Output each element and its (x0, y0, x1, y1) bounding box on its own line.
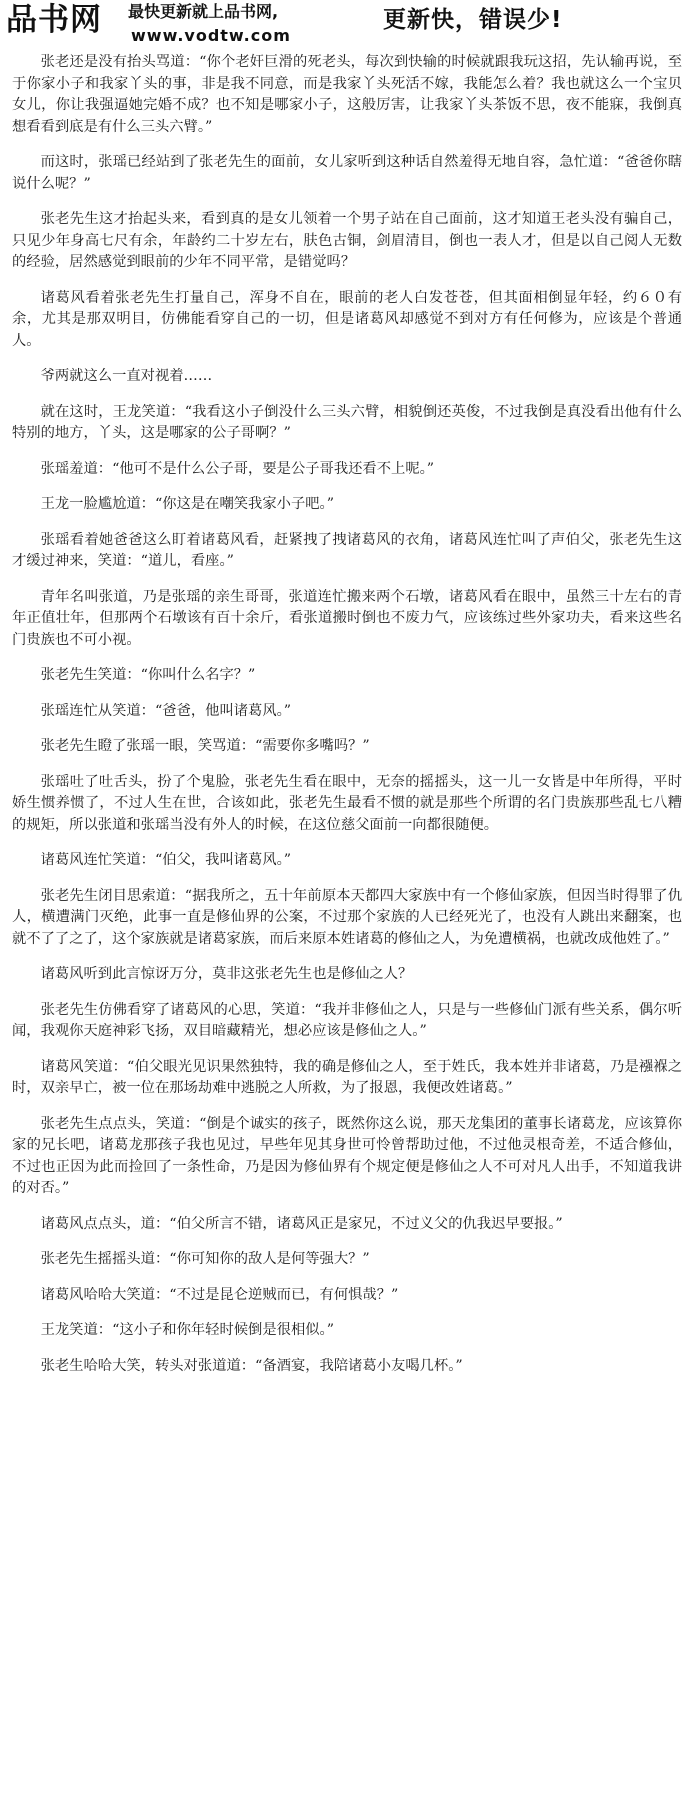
paragraph: 诸葛风笑道：“伯父眼光见识果然独特，我的确是修仙之人，至于姓氏，我本姓并非诸葛，乃是襁褓之时，双亲早亡，被一位在那场劫难中逃脱之人所救，为了报恩，我便改姓诸葛。” (12, 1058, 682, 1096)
paragraph: 张瑶看着她爸爸这么盯着诸葛风看，赶紧拽了拽诸葛风的衣角，诸葛风连忙叫了声伯父，张老先生这才缓过神来，笑道：“道儿，看座。” (12, 531, 682, 569)
paragraph: 王龙笑道：“这小子和你年轻时候倒是很相似。” (40, 1322, 334, 1338)
paragraph: 诸葛风连忙笑道：“伯父，我叫诸葛风。” (40, 852, 292, 868)
paragraph: 青年名叫张道，乃是张瑶的亲生哥哥，张道连忙搬来两个石墩，诸葛风看在眼中，虽然三十左右的青年正值壮年，但那两个石墩该有百十余斤，看张道搬时倒也不废力气，应该练过些外家功夫，看来这些名门贵族也不可小视。 (12, 588, 682, 648)
paragraph: 张老生哈哈大笑，转头对张道道：“备酒宴，我陪诸葛小友喝几杯。” (40, 1357, 463, 1374)
paragraph: 诸葛风点点头，道：“伯父所言不错，诸葛风正是家兄，不过义父的仇我迟早要报。” (40, 1215, 563, 1232)
paragraph: 张瑶羞道：“他可不是什么公子哥，要是公子哥我还看不上呢。” (40, 460, 435, 477)
paragraph: 而这时，张瑶已经站到了张老先生的面前，女儿家听到这种话自然羞得无地自容，急忙道：“爸爸你瞎说什么呢？” (12, 154, 682, 192)
paragraph: 张瑶吐了吐舌头，扮了个鬼脸，张老先生看在眼中，无奈的摇摇头，这一儿一女皆是中年所得，平时娇生惯养惯了，不过人生在世，合该如此，张老先生最看不惯的就是那些个所谓的名门贵族那些乱七八糟的规矩，所以张道和张瑶当没有外人的时候，在这位慈父面前一向都很随便。 (12, 773, 682, 833)
paragraph: 张老还是没有抬头骂道：“你个老奸巨滑的死老头，每次到快输的时候就跟我玩这招，先认输再说，至于你家小子和我家丫头的事，非是我不同意，而是我家丫头死活不嫁，我能怎么着？我也就这么一个宝贝女儿，你让我强逼她完婚不成？也不知是哪家小子，这般厉害，让我家丫头茶饭不思，夜不能寐，我倒真想看看到底是有什么三头六臂。” (12, 54, 682, 135)
site-logo[interactable]: 品书网 (6, 2, 102, 38)
paragraph: 张老先生点点头，笑道：“倒是个诚实的孩子，既然你这么说，那天龙集团的董事长诸葛龙，应该算你家的兄长吧，诸葛龙那孩子我也见过，早些年见其身世可怜曾帮助过他，不过他灵根奇差，不适合修仙，不过也正因为此而捡回了一条性命，乃是因为修仙界有个规定便是修仙之人不可对凡人出手，不知道我讲的对否。” (12, 1115, 682, 1196)
paragraph: 张老先生闭目思索道：“据我所之，五十年前原本天都四大家族中有一个修仙家族，但因当时得罪了仇人，横遭满门灭绝，此事一直是修仙界的公案，不过那个家族的人已经死光了，也没有人跳出来翻案，也就不了了之了，这个家族就是诸葛家族，而后来原本姓诸葛的修仙之人，为免遭横祸，也就改成他姓了。” (12, 887, 682, 947)
paragraph: 张老先生这才抬起头来，看到真的是女儿领着一个男子站在自己面前，这才知道王老头没有骗自己，只见少年身高七尺有余，年龄约二十岁左右，肤色古铜，剑眉清目，倒也一表人才，但是以自己阅人无数的经验，居然感觉到眼前的少年不同平常，是错觉吗？ (12, 211, 682, 270)
chapter-text (0, 52, 700, 1377)
paragraph: 诸葛风听到此言惊讶万分，莫非这张老先生也是修仙之人？ (40, 966, 413, 982)
paragraph: 张老先生摇摇头道：“你可知你的敌人是何等强大？” (40, 1251, 370, 1267)
site-url[interactable]: www.vodtw.com (131, 26, 291, 45)
paragraph: 诸葛风看着张老先生打量自己，浑身不自在，眼前的老人白发苍苍，但其面相倒显年轻，约６０有余，尤其是那双明目，仿佛能看穿自己的一切，但是诸葛风却感觉不到对方有任何修为，应该是个普通人。 (12, 289, 682, 349)
site-tagline: 最快更新就上品书网, (128, 2, 279, 21)
paragraph: 张老先生笑道：“你叫什么名字？” (40, 667, 256, 683)
paragraph: 张老先生仿佛看穿了诸葛风的心思，笑道：“我并非修仙之人，只是与一些修仙门派有些关系，偶尔听闻，我观你天庭神彩飞扬，双目暗藏精光，想必应该是修仙之人。” (12, 1001, 682, 1039)
paragraph: 就在这时，王龙笑道：“我看这小子倒没什么三头六臂，相貌倒还英俊，不过我倒是真没看出他有什么特别的地方，丫头，这是哪家的公子哥啊？” (12, 403, 682, 441)
paragraph: 爷两就这么一直对视着…… (40, 368, 213, 384)
site-tagline-emphasis: 更新快，错误少! (383, 7, 563, 33)
paragraph: 张瑶连忙从笑道：“爸爸，他叫诸葛风。” (40, 702, 292, 719)
paragraph: 王龙一脸尴尬道：“你这是在嘲笑我家小子吧。” (40, 496, 334, 512)
paragraph: 张老先生瞪了张瑶一眼，笑骂道：“需要你多嘴吗？” (40, 738, 370, 754)
site-header (0, 0, 700, 52)
paragraph: 诸葛风哈哈大笑道：“不过是昆仑逆贼而已，有何惧哉？” (40, 1286, 399, 1303)
